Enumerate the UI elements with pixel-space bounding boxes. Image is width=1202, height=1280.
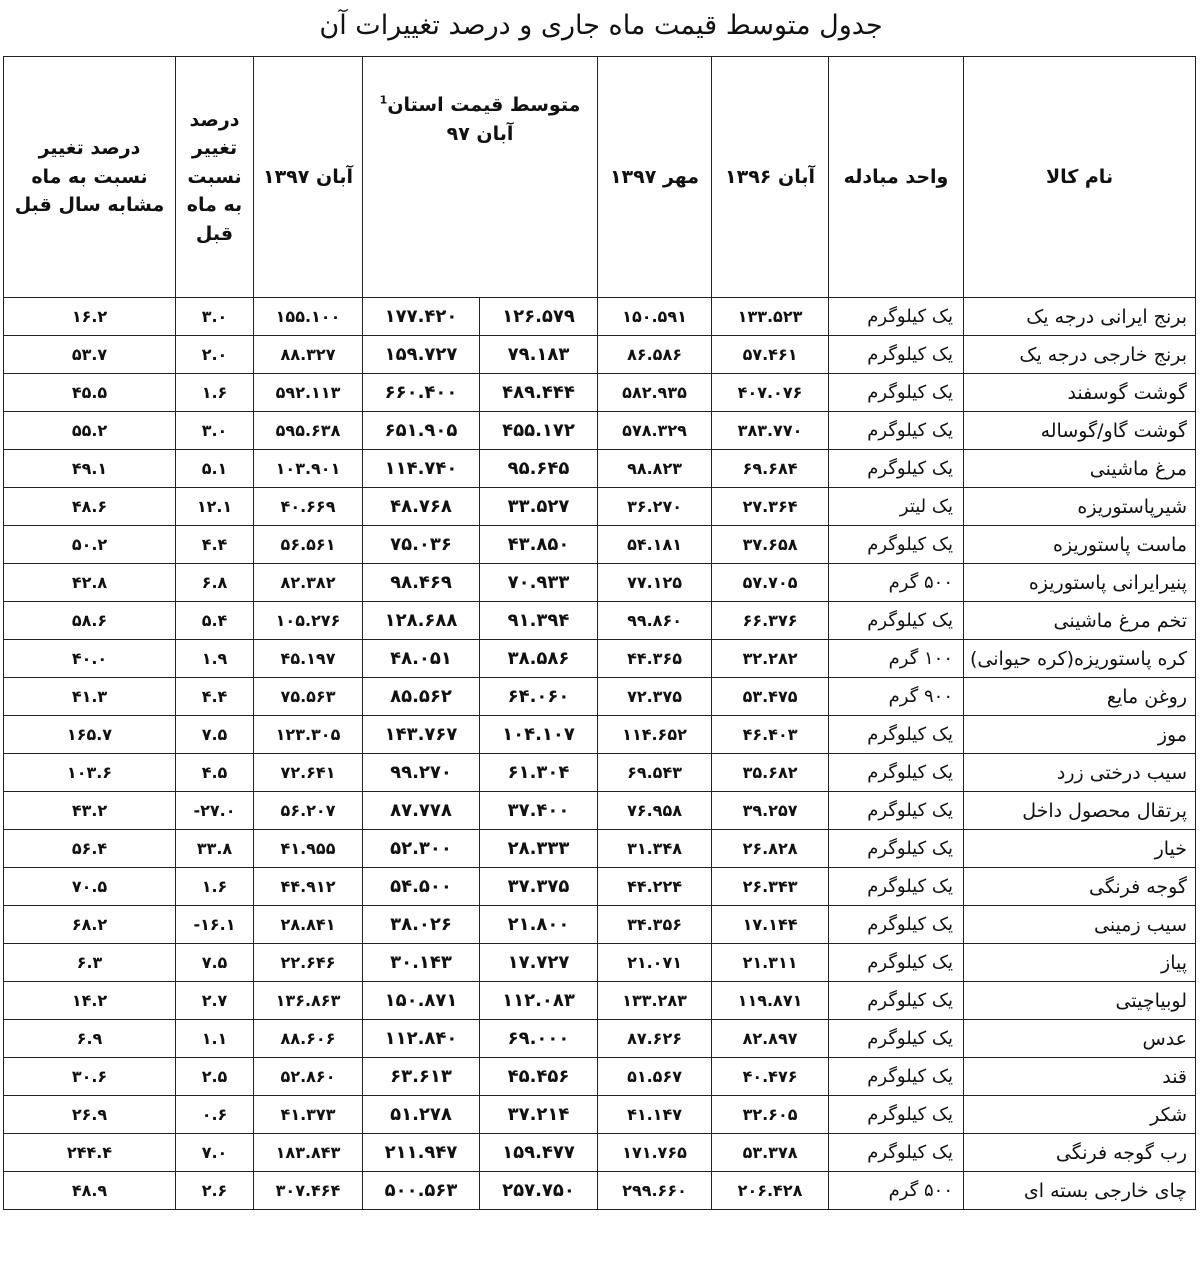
row-aban97: ۵۲.۸۶۰: [254, 1058, 363, 1096]
price-table: [3, 56, 1196, 1210]
row-avg-low: ۴۵.۴۵۶: [480, 1058, 598, 1096]
table-row: [4, 412, 1196, 450]
row-name: چای خارجی بسته ای: [964, 1172, 1196, 1210]
row-name: کره پاستوریزه(کره حیوانی): [964, 640, 1196, 678]
row-aban96: ۲۰۶.۴۲۸: [712, 1172, 829, 1210]
row-pct-month: ۵.۴: [176, 602, 254, 640]
row-pct-year: ۱۴.۲: [4, 982, 176, 1020]
row-avg-high: ۵۲.۳۰۰: [363, 830, 480, 868]
row-pct-month: ۳.۰: [176, 298, 254, 336]
row-unit: یک کیلوگرم: [829, 716, 964, 754]
row-avg-low: ۳۷.۴۰۰: [480, 792, 598, 830]
header-avg-footnote: 1: [379, 93, 388, 107]
row-unit: یک کیلوگرم: [829, 412, 964, 450]
row-aban96: ۳۷.۶۵۸: [712, 526, 829, 564]
row-unit: ۵۰۰ گرم: [829, 564, 964, 602]
row-pct-month: ۷.۰: [176, 1134, 254, 1172]
row-avg-high: ۱۵۰.۸۷۱: [363, 982, 480, 1020]
header-pct-year: درصد تغییر نسبت به ماه مشابه سال قبل: [4, 57, 176, 298]
row-unit: یک لیتر: [829, 488, 964, 526]
row-avg-high: ۵۴.۵۰۰: [363, 868, 480, 906]
row-avg-low: ۱۲۶.۵۷۹: [480, 298, 598, 336]
row-mehr97: ۷۲.۳۷۵: [598, 678, 712, 716]
row-mehr97: ۶۹.۵۴۳: [598, 754, 712, 792]
row-pct-month: ۲۷.۰-: [176, 792, 254, 830]
header-pct-month: درصد تغییر نسبت به ماه قبل: [176, 57, 254, 298]
row-name: موز: [964, 716, 1196, 754]
table-row: [4, 754, 1196, 792]
row-mehr97: ۸۷.۶۲۶: [598, 1020, 712, 1058]
row-avg-low: ۴۸۹.۴۴۴: [480, 374, 598, 412]
row-pct-year: ۴۹.۱: [4, 450, 176, 488]
row-name: رب گوجه فرنگی: [964, 1134, 1196, 1172]
row-pct-year: ۷۰.۵: [4, 868, 176, 906]
row-mehr97: ۴۱.۱۴۷: [598, 1096, 712, 1134]
row-unit: یک کیلوگرم: [829, 526, 964, 564]
row-pct-month: ۴.۵: [176, 754, 254, 792]
row-name: شکر: [964, 1096, 1196, 1134]
row-pct-year: ۴۳.۲: [4, 792, 176, 830]
row-avg-high: ۱۲۸.۶۸۸: [363, 602, 480, 640]
row-aban96: ۳۸۳.۷۷۰: [712, 412, 829, 450]
row-name: سیب زمینی: [964, 906, 1196, 944]
row-name: شیرپاستوریزه: [964, 488, 1196, 526]
row-pct-month: ۳۳.۸: [176, 830, 254, 868]
row-aban96: ۵۳.۴۷۵: [712, 678, 829, 716]
row-mehr97: ۵۱.۵۶۷: [598, 1058, 712, 1096]
row-mehr97: ۱۱۴.۶۵۲: [598, 716, 712, 754]
row-mehr97: ۹۸.۸۲۳: [598, 450, 712, 488]
row-aban97: ۴۰.۶۶۹: [254, 488, 363, 526]
row-unit: یک کیلوگرم: [829, 336, 964, 374]
table-row: [4, 1172, 1196, 1210]
row-mehr97: ۱۷۱.۷۶۵: [598, 1134, 712, 1172]
row-avg-low: ۱۷.۷۲۷: [480, 944, 598, 982]
row-avg-high: ۵۱.۲۷۸: [363, 1096, 480, 1134]
row-pct-month: ۰.۶: [176, 1096, 254, 1134]
row-pct-month: ۱.۱: [176, 1020, 254, 1058]
row-avg-low: ۳۳.۵۲۷: [480, 488, 598, 526]
row-unit: یک کیلوگرم: [829, 906, 964, 944]
row-pct-year: ۴۲.۸: [4, 564, 176, 602]
row-avg-low: ۱۵۹.۴۷۷: [480, 1134, 598, 1172]
row-mehr97: ۴۴.۳۶۵: [598, 640, 712, 678]
row-avg-high: ۱۷۷.۴۲۰: [363, 298, 480, 336]
row-aban97: ۵۹۲.۱۱۳: [254, 374, 363, 412]
row-unit: یک کیلوگرم: [829, 374, 964, 412]
row-mehr97: ۲۹۹.۶۶۰: [598, 1172, 712, 1210]
row-pct-month: ۴.۴: [176, 678, 254, 716]
row-aban97: ۴۵.۱۹۷: [254, 640, 363, 678]
row-name: لوبیاچیتی: [964, 982, 1196, 1020]
row-aban97: ۱۸۳.۸۴۳: [254, 1134, 363, 1172]
row-pct-month: ۱.۹: [176, 640, 254, 678]
table-row: [4, 374, 1196, 412]
row-unit: یک کیلوگرم: [829, 982, 964, 1020]
row-aban96: ۵۷.۷۰۵: [712, 564, 829, 602]
row-pct-month: ۲.۶: [176, 1172, 254, 1210]
row-aban96: ۱۳۳.۵۲۳: [712, 298, 829, 336]
row-aban96: ۳۲.۲۸۲: [712, 640, 829, 678]
row-pct-year: ۶۸.۲: [4, 906, 176, 944]
row-aban97: ۷۲.۶۴۱: [254, 754, 363, 792]
header-avg-sub: آبان ۹۷: [446, 122, 514, 145]
table-row: [4, 716, 1196, 754]
row-mehr97: ۹۹.۸۶۰: [598, 602, 712, 640]
table-row: [4, 1134, 1196, 1172]
row-mehr97: ۵۸۲.۹۳۵: [598, 374, 712, 412]
row-aban96: ۶۶.۳۷۶: [712, 602, 829, 640]
row-mehr97: ۲۱.۰۷۱: [598, 944, 712, 982]
row-aban97: ۷۵.۵۶۳: [254, 678, 363, 716]
row-unit: یک کیلوگرم: [829, 944, 964, 982]
row-unit: یک کیلوگرم: [829, 1020, 964, 1058]
table-row: [4, 640, 1196, 678]
row-pct-year: ۵۰.۲: [4, 526, 176, 564]
row-avg-low: ۴۵۵.۱۷۲: [480, 412, 598, 450]
row-aban97: ۴۴.۹۱۲: [254, 868, 363, 906]
row-avg-high: ۱۴۳.۷۶۷: [363, 716, 480, 754]
table-row: [4, 792, 1196, 830]
row-aban96: ۶۹.۶۸۴: [712, 450, 829, 488]
row-mehr97: ۸۶.۵۸۶: [598, 336, 712, 374]
row-pct-year: ۴۸.۹: [4, 1172, 176, 1210]
row-pct-year: ۴۰.۰: [4, 640, 176, 678]
row-pct-year: ۶.۳: [4, 944, 176, 982]
header-row: [4, 57, 1196, 298]
row-name: برنج ایرانی درجه یک: [964, 298, 1196, 336]
row-unit: یک کیلوگرم: [829, 602, 964, 640]
table-row: [4, 336, 1196, 374]
row-pct-month: ۲.۷: [176, 982, 254, 1020]
row-avg-low: ۱۱۲.۰۸۳: [480, 982, 598, 1020]
row-mehr97: ۷۷.۱۲۵: [598, 564, 712, 602]
row-pct-year: ۲۶.۹: [4, 1096, 176, 1134]
row-name: گوشت گوسفند: [964, 374, 1196, 412]
table-row: [4, 298, 1196, 336]
row-pct-year: ۲۴۴.۴: [4, 1134, 176, 1172]
row-aban96: ۴۰۷.۰۷۶: [712, 374, 829, 412]
row-pct-year: ۶.۹: [4, 1020, 176, 1058]
row-name: روغن مایع: [964, 678, 1196, 716]
row-aban97: ۵۶.۵۶۱: [254, 526, 363, 564]
row-mehr97: ۳۱.۳۴۸: [598, 830, 712, 868]
row-avg-low: ۹۱.۳۹۴: [480, 602, 598, 640]
row-avg-high: ۱۱۴.۷۴۰: [363, 450, 480, 488]
row-aban97: ۱۰۳.۹۰۱: [254, 450, 363, 488]
row-pct-year: ۵۸.۶: [4, 602, 176, 640]
row-pct-month: ۴.۴: [176, 526, 254, 564]
row-avg-high: ۶۶۰.۴۰۰: [363, 374, 480, 412]
row-name: قند: [964, 1058, 1196, 1096]
table-row: [4, 830, 1196, 868]
row-avg-high: ۶۳.۶۱۳: [363, 1058, 480, 1096]
row-aban97: ۳۰۷.۴۶۴: [254, 1172, 363, 1210]
table-row: [4, 868, 1196, 906]
row-name: خیار: [964, 830, 1196, 868]
table-row: [4, 564, 1196, 602]
row-unit: یک کیلوگرم: [829, 450, 964, 488]
row-name: برنج خارجی درجه یک: [964, 336, 1196, 374]
header-unit: واحد مبادله: [829, 57, 964, 298]
row-name: پنیرایرانی پاستوریزه: [964, 564, 1196, 602]
row-avg-high: ۲۱۱.۹۴۷: [363, 1134, 480, 1172]
row-aban97: ۴۱.۹۵۵: [254, 830, 363, 868]
row-mehr97: ۵۷۸.۳۲۹: [598, 412, 712, 450]
row-avg-high: ۵۰۰.۵۶۳: [363, 1172, 480, 1210]
row-name: گوجه فرنگی: [964, 868, 1196, 906]
header-aban97: آبان ۱۳۹۷: [254, 57, 363, 298]
table-row: [4, 450, 1196, 488]
row-pct-year: ۴۱.۳: [4, 678, 176, 716]
row-avg-low: ۹۵.۶۴۵: [480, 450, 598, 488]
row-name: تخم مرغ ماشینی: [964, 602, 1196, 640]
row-avg-high: ۴۸.۰۵۱: [363, 640, 480, 678]
row-unit: یک کیلوگرم: [829, 754, 964, 792]
row-avg-low: ۷۹.۱۸۳: [480, 336, 598, 374]
row-unit: یک کیلوگرم: [829, 1134, 964, 1172]
row-aban97: ۴۱.۳۷۳: [254, 1096, 363, 1134]
row-pct-year: ۵۵.۲: [4, 412, 176, 450]
row-avg-high: ۷۵.۰۳۶: [363, 526, 480, 564]
row-unit: یک کیلوگرم: [829, 1096, 964, 1134]
row-pct-month: ۵.۱: [176, 450, 254, 488]
row-pct-year: ۱۰۳.۶: [4, 754, 176, 792]
row-avg-low: ۲۸.۳۳۳: [480, 830, 598, 868]
row-mehr97: ۱۳۳.۲۸۳: [598, 982, 712, 1020]
row-pct-month: ۱۶.۱-: [176, 906, 254, 944]
row-aban97: ۸۸.۳۲۷: [254, 336, 363, 374]
row-mehr97: ۱۵۰.۵۹۱: [598, 298, 712, 336]
row-pct-month: ۷.۵: [176, 944, 254, 982]
row-pct-year: ۴۸.۶: [4, 488, 176, 526]
row-avg-low: ۶۹.۰۰۰: [480, 1020, 598, 1058]
row-avg-low: ۶۴.۰۶۰: [480, 678, 598, 716]
header-avg: [363, 57, 598, 298]
row-unit: یک کیلوگرم: [829, 1058, 964, 1096]
row-avg-high: ۱۱۲.۸۴۰: [363, 1020, 480, 1058]
row-avg-high: ۹۸.۴۶۹: [363, 564, 480, 602]
header-aban96: آبان ۱۳۹۶: [712, 57, 829, 298]
row-pct-year: ۴۵.۵: [4, 374, 176, 412]
row-name: پرتقال محصول داخل: [964, 792, 1196, 830]
row-pct-year: ۱۶۵.۷: [4, 716, 176, 754]
header-name: نام کالا: [964, 57, 1196, 298]
table-row: [4, 602, 1196, 640]
table-row: [4, 1096, 1196, 1134]
header-mehr97: مهر ۱۳۹۷: [598, 57, 712, 298]
table-row: [4, 982, 1196, 1020]
row-aban96: ۱۷.۱۴۴: [712, 906, 829, 944]
header-avg-label: متوسط قیمت استان: [387, 94, 581, 116]
row-aban96: ۲۶.۸۲۸: [712, 830, 829, 868]
row-name: ماست پاستوریزه: [964, 526, 1196, 564]
row-pct-month: ۱.۶: [176, 374, 254, 412]
table-body: [4, 298, 1196, 1210]
row-aban97: ۱۰۵.۲۷۶: [254, 602, 363, 640]
row-pct-month: ۱.۶: [176, 868, 254, 906]
row-avg-low: ۲۱.۸۰۰: [480, 906, 598, 944]
row-aban96: ۴۰.۴۷۶: [712, 1058, 829, 1096]
table-row: [4, 678, 1196, 716]
row-avg-high: ۸۷.۷۷۸: [363, 792, 480, 830]
row-pct-month: ۷.۵: [176, 716, 254, 754]
row-unit: یک کیلوگرم: [829, 868, 964, 906]
row-aban96: ۵۳.۳۷۸: [712, 1134, 829, 1172]
table-row: [4, 488, 1196, 526]
row-name: گوشت گاو/گوساله: [964, 412, 1196, 450]
row-name: سیب درختی زرد: [964, 754, 1196, 792]
row-aban97: ۸۲.۳۸۲: [254, 564, 363, 602]
row-aban96: ۲۶.۳۴۳: [712, 868, 829, 906]
row-aban97: ۲۲.۶۴۶: [254, 944, 363, 982]
row-aban97: ۵۹۵.۶۳۸: [254, 412, 363, 450]
row-mehr97: ۳۴.۳۵۶: [598, 906, 712, 944]
table-row: [4, 944, 1196, 982]
table-row: [4, 1020, 1196, 1058]
row-avg-high: ۳۸.۰۲۶: [363, 906, 480, 944]
row-pct-month: ۲.۵: [176, 1058, 254, 1096]
row-avg-high: ۳۰.۱۴۳: [363, 944, 480, 982]
table-row: [4, 526, 1196, 564]
row-unit: ۹۰۰ گرم: [829, 678, 964, 716]
row-avg-low: ۴۳.۸۵۰: [480, 526, 598, 564]
row-aban97: ۲۸.۸۴۱: [254, 906, 363, 944]
row-aban96: ۸۲.۸۹۷: [712, 1020, 829, 1058]
row-pct-year: ۵۳.۷: [4, 336, 176, 374]
row-aban96: ۵۷.۴۶۱: [712, 336, 829, 374]
row-avg-high: ۸۵.۵۶۲: [363, 678, 480, 716]
row-aban96: ۳۵.۶۸۲: [712, 754, 829, 792]
row-avg-low: ۶۱.۳۰۴: [480, 754, 598, 792]
row-aban96: ۲۷.۳۶۴: [712, 488, 829, 526]
row-pct-year: ۵۶.۴: [4, 830, 176, 868]
row-mehr97: ۵۴.۱۸۱: [598, 526, 712, 564]
row-aban97: ۱۳۶.۸۶۳: [254, 982, 363, 1020]
row-aban96: ۱۱۹.۸۷۱: [712, 982, 829, 1020]
row-avg-high: ۴۸.۷۶۸: [363, 488, 480, 526]
row-aban97: ۱۲۳.۳۰۵: [254, 716, 363, 754]
row-unit: ۱۰۰ گرم: [829, 640, 964, 678]
row-aban96: ۳۲.۶۰۵: [712, 1096, 829, 1134]
row-unit: یک کیلوگرم: [829, 792, 964, 830]
row-aban97: ۵۶.۲۰۷: [254, 792, 363, 830]
row-aban97: ۸۸.۶۰۶: [254, 1020, 363, 1058]
row-avg-low: ۲۵۷.۷۵۰: [480, 1172, 598, 1210]
row-aban96: ۳۹.۲۵۷: [712, 792, 829, 830]
row-unit: یک کیلوگرم: [829, 830, 964, 868]
row-mehr97: ۳۶.۲۷۰: [598, 488, 712, 526]
row-unit: ۵۰۰ گرم: [829, 1172, 964, 1210]
row-aban96: ۲۱.۳۱۱: [712, 944, 829, 982]
row-pct-year: ۱۶.۲: [4, 298, 176, 336]
row-pct-year: ۳۰.۶: [4, 1058, 176, 1096]
row-pct-month: ۱۲.۱: [176, 488, 254, 526]
row-avg-low: ۳۸.۵۸۶: [480, 640, 598, 678]
table-title: جدول متوسط قیمت ماه جاری و درصد تغییرات آن: [319, 10, 883, 41]
row-unit: یک کیلوگرم: [829, 298, 964, 336]
row-avg-low: ۷۰.۹۳۳: [480, 564, 598, 602]
row-avg-low: ۳۷.۳۷۵: [480, 868, 598, 906]
row-avg-high: ۶۵۱.۹۰۵: [363, 412, 480, 450]
row-mehr97: ۷۶.۹۵۸: [598, 792, 712, 830]
row-pct-month: ۲.۰: [176, 336, 254, 374]
row-name: مرغ ماشینی: [964, 450, 1196, 488]
row-mehr97: ۴۴.۲۲۴: [598, 868, 712, 906]
row-avg-low: ۳۷.۲۱۴: [480, 1096, 598, 1134]
row-pct-month: ۶.۸: [176, 564, 254, 602]
row-avg-high: ۹۹.۲۷۰: [363, 754, 480, 792]
table-row: [4, 906, 1196, 944]
row-aban97: ۱۵۵.۱۰۰: [254, 298, 363, 336]
row-aban96: ۴۶.۴۰۳: [712, 716, 829, 754]
row-pct-month: ۳.۰: [176, 412, 254, 450]
row-avg-high: ۱۵۹.۷۲۷: [363, 336, 480, 374]
row-name: پیاز: [964, 944, 1196, 982]
row-avg-low: ۱۰۴.۱۰۷: [480, 716, 598, 754]
row-name: عدس: [964, 1020, 1196, 1058]
table-row: [4, 1058, 1196, 1096]
